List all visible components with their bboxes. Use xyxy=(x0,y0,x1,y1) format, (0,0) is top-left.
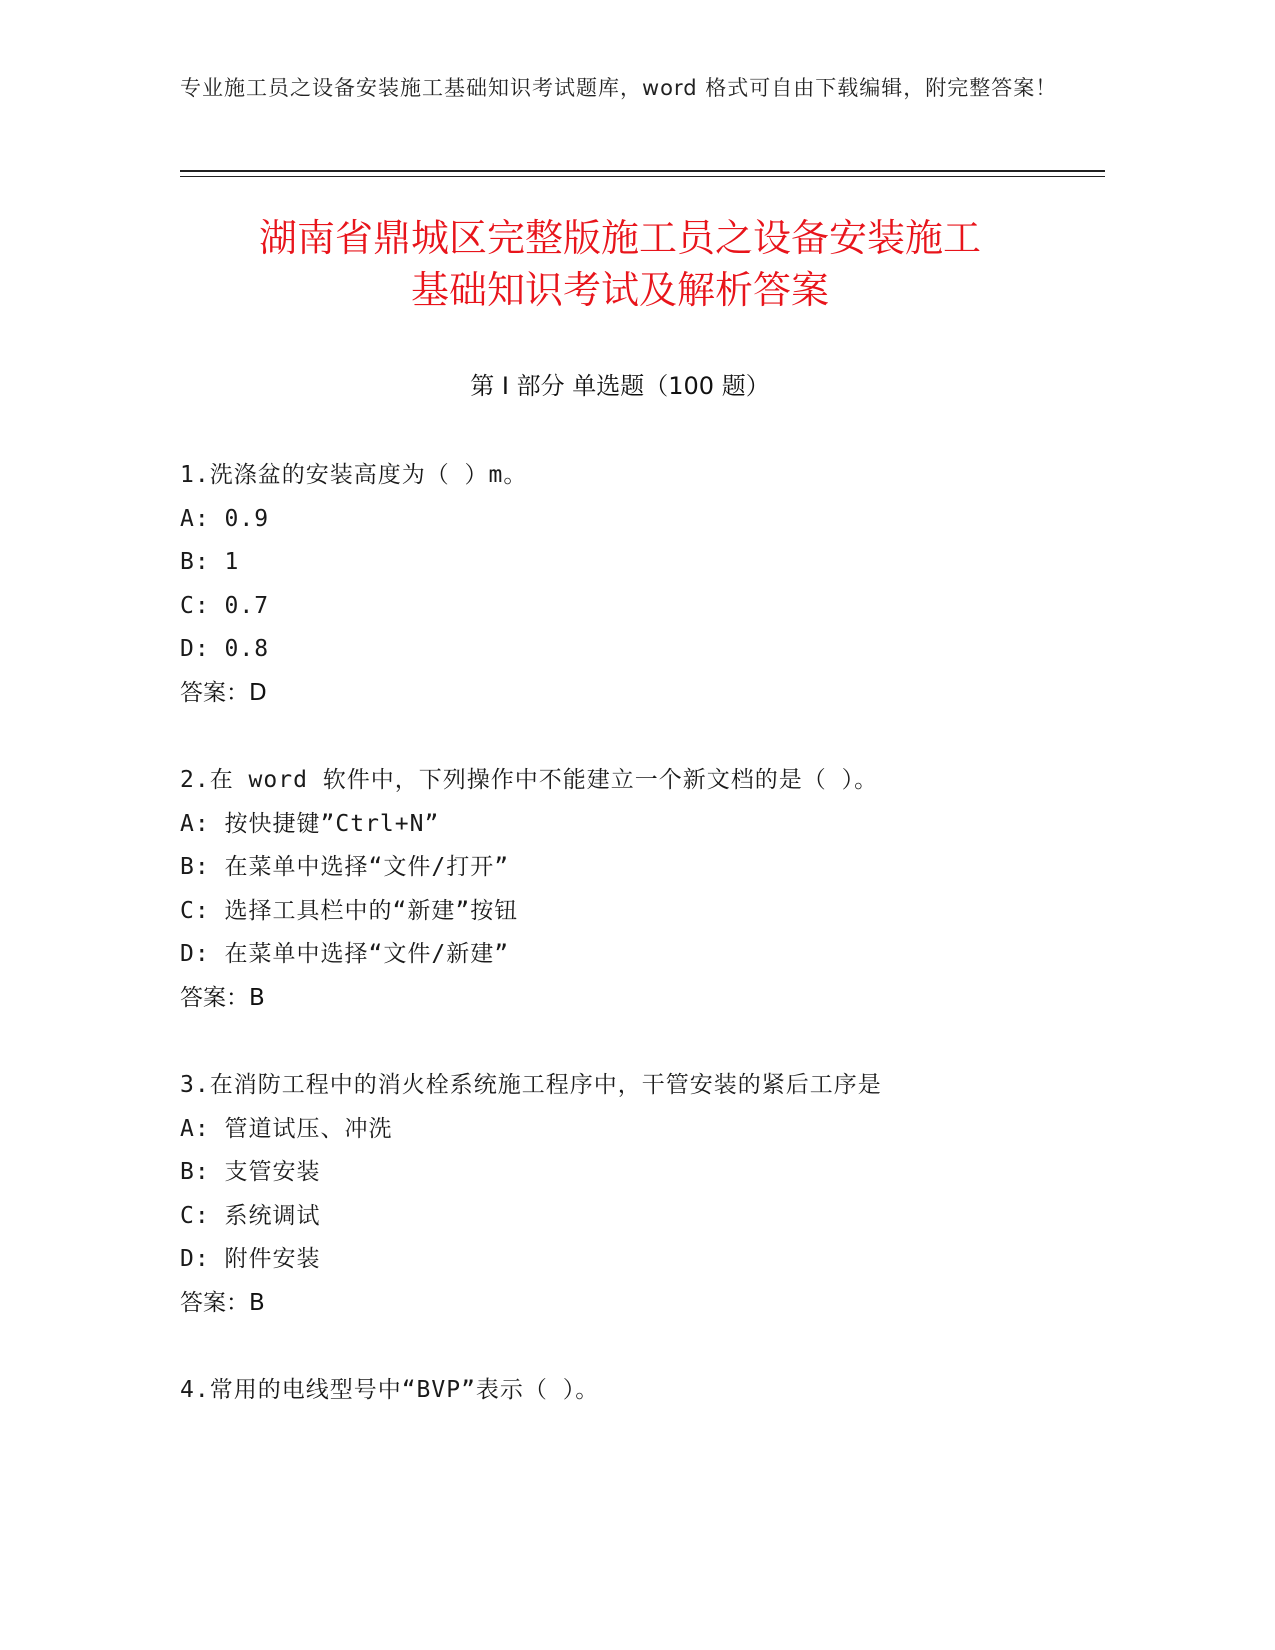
question-stem: 1.洗涤盆的安装高度为（ ）m。 xyxy=(180,462,528,488)
section-title: 第 I 部分 单选题（100 题） xyxy=(470,372,770,400)
option-b: B: 支管安装 xyxy=(180,1159,321,1185)
document-title-line-2: 基础知识考试及解析答案 xyxy=(410,268,829,312)
document-title xyxy=(180,212,1060,316)
option-d: D: 在菜单中选择“文件/新建” xyxy=(180,941,510,967)
option-d: D: 附件安装 xyxy=(180,1246,321,1272)
option-b: B: 1 xyxy=(180,549,240,575)
question-stem: 2.在 word 软件中，下列操作中不能建立一个新文档的是（ ）。 xyxy=(180,767,879,793)
option-d: D: 0.8 xyxy=(180,636,270,662)
question-stem: 4.常用的电线型号中“BVP”表示（ ）。 xyxy=(180,1377,600,1403)
question-1 xyxy=(180,454,1080,715)
answer: 答案：D xyxy=(180,679,267,706)
option-c: C: 系统调试 xyxy=(180,1202,321,1229)
option-a: A: 0.9 xyxy=(180,505,270,532)
header-divider-thick xyxy=(180,170,1105,172)
question-3 xyxy=(180,1064,1080,1325)
option-c: C: 0.7 xyxy=(180,592,270,619)
question-2 xyxy=(180,759,1080,1020)
document-title-line-1: 湖南省鼎城区完整版施工员之设备安装施工 xyxy=(258,216,981,260)
question-4 xyxy=(180,1369,1080,1413)
header-divider-thin xyxy=(180,176,1105,177)
option-c: C: 选择工具栏中的“新建”按钮 xyxy=(180,897,519,924)
answer: 答案：B xyxy=(180,1289,265,1316)
option-a: A: 按快捷键”Ctrl+N” xyxy=(180,810,440,837)
answer: 答案：B xyxy=(180,984,265,1011)
question-stem: 3.在消防工程中的消火栓系统施工程序中，干管安装的紧后工序是 xyxy=(180,1072,882,1098)
option-b: B: 在菜单中选择“文件/打开” xyxy=(180,854,510,880)
question-list xyxy=(180,454,1080,1457)
option-a: A: 管道试压、冲洗 xyxy=(180,1115,393,1142)
header-note: 专业施工员之设备安装施工基础知识考试题库，word 格式可自由下载编辑，附完整答案！ xyxy=(180,76,1058,100)
